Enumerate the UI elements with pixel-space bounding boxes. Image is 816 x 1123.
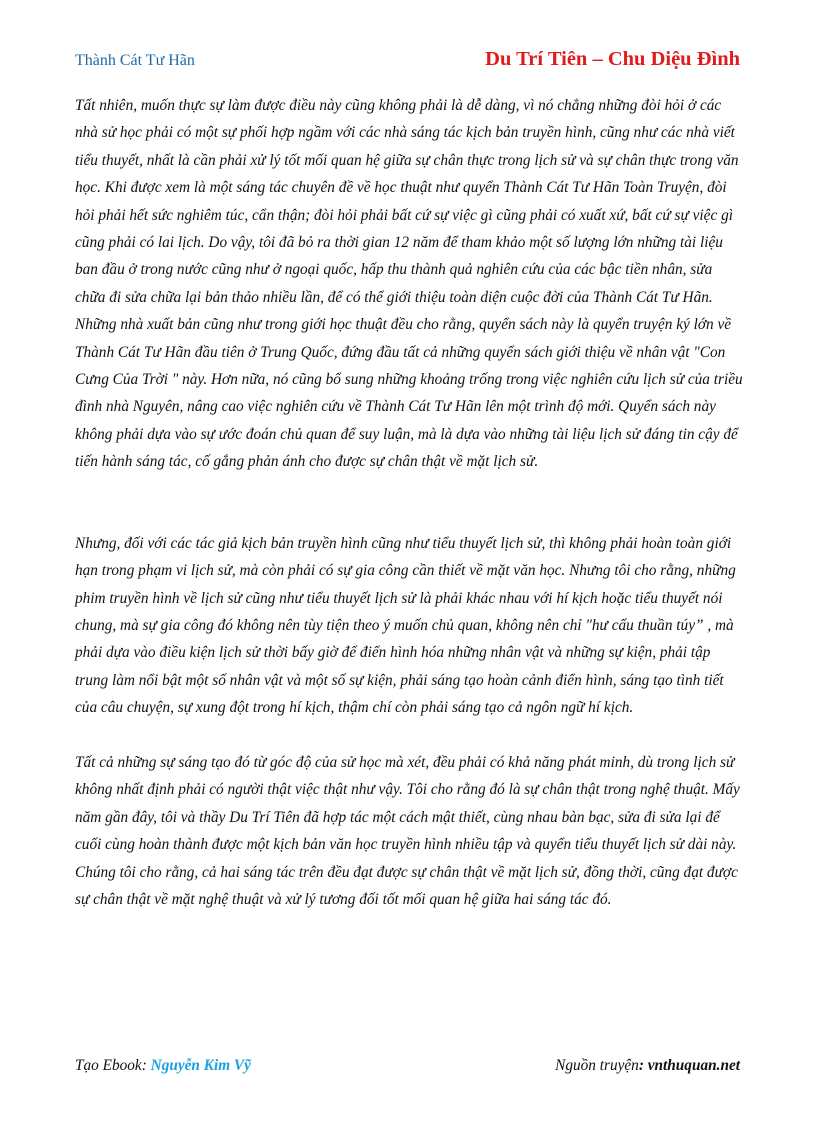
source-separator: : bbox=[638, 1057, 648, 1074]
ebook-credit bbox=[75, 1057, 251, 1075]
book-title: Thành Cát Tư Hãn bbox=[75, 52, 195, 69]
authors-title: Du Trí Tiên – Chu Diệu Đình bbox=[485, 48, 740, 70]
paragraph: Nhưng, đối với các tác giả kịch bản truyền hình cũng như tiểu thuyết lịch sử, thì không phải hoàn toàn giới hạn trong phạm vi lịch sử, mà còn phải có sự gia công cần thiết về mặt văn học. Nhưng tôi cho rằng, những phim truyền hình về lịch sử cũng như tiểu thuyết lịch sử là phải khác nhau với hí kịch hoặc tiểu thuyết nói chung, mà sự gia công đó không nên tùy tiện theo ý muốn chủ quan, không nên chỉ "hư cấu thuần túy” , mà phải dựa vào điều kiện lịch sử thời bấy giờ để điển hình hóa những nhân vật và những sự kiện, phải tập trung làm nổi bật một số nhân vật và một số sự kiện, phải sáng tạo hoàn cảnh điển hình, sáng tạo tình tiết của câu chuyện, sự xung đột trong hí kịch, thậm chí còn phải sáng tạo cả ngôn ngữ hí kịch. bbox=[75, 534, 736, 717]
paragraph: Tất cả những sự sáng tạo đó từ góc độ của sử học mà xét, đều phải có khả năng phát minh, dù trong lịch sử không nhất định phải có người thật việc thật như vậy. Tôi cho rằng đó là sự chân thật trong nghệ thuật. Mấy năm gần đây, tôi và thầy Du Trí Tiên đã hợp tác một cách mật thiết, cùng nhau bàn bạc, sửa đi sửa lại để cuối cùng hoàn thành được một kịch bản văn học truyền hình nhiều tập và quyển tiểu thuyết lịch sử dài này. Chúng tôi cho rằng, cả hai sáng tác trên đều đạt được sự chân thật về mặt lịch sử, đồng thời, cũng đạt được sự chân thật về mặt nghệ thuật và xử lý tương đối tốt mối quan hệ giữa hai sáng tác đó. bbox=[75, 753, 740, 908]
body-text bbox=[75, 92, 743, 913]
source-credit bbox=[555, 1057, 740, 1075]
ebook-creator: Nguyễn Kim Vỹ bbox=[150, 1057, 251, 1074]
paragraph: Tất nhiên, muốn thực sự làm được điều này cũng không phải là dễ dàng, vì nó chẳng những đòi hỏi ở các nhà sử học phải có một sự phối hợp ngầm với các nhà sáng tác kịch bản truyền hình, cũng như các nhà viết tiểu thuyết, nhất là cần phải xử lý tốt mối quan hệ giữa sự chân thực trong lịch sử và sự chân thực trong văn học. Khi được xem là một sáng tác chuyên đề về học thuật như quyển Thành Cát Tư Hãn Toàn Truyện, đòi hỏi phải hết sức nghiêm túc, cẩn thận; đòi hỏi phải bất cứ sự việc gì cũng phải có xuất xứ, bất cứ sự việc gì cũng phải có lai lịch. Do vậy, tôi đã bỏ ra thời gian 12 năm để tham khảo một số lượng lớn những tài liệu ban đầu ở trong nước cũng như ở ngoại quốc, hấp thu thành quả nghiên cứu của các bậc tiền nhân, sửa chữa đi sửa chữa lại bản thảo nhiều lần, để có thể giới thiệu toàn diện cuộc đời của Thành Cát Tư Hãn. Những nhà xuất bản cũng như trong giới học thuật đều cho rằng, quyển sách này là quyển truyện ký lớn về Thành Cát Tư Hãn đầu tiên ở Trung Quốc, đứng đầu tất cả những quyển sách giới thiệu về nhân vật "Con Cưng Của Trời " này. Hơn nữa, nó cũng bổ sung những khoảng trống trong việc nghiên cứu lịch sử của triều đình nhà Nguyên, nâng cao việc nghiên cứu về Thành Cát Tư Hãn lên một trình độ mới. Quyển sách này không phải dựa vào sự ước đoán chủ quan để suy luận, mà là dựa vào những tài liệu lịch sử đáng tin cậy để tiến hành sáng tác, cố gắng phản ánh cho được sự chân thật về mặt lịch sử. bbox=[75, 97, 743, 471]
source-site: vnthuquan.net bbox=[647, 1057, 740, 1074]
ebook-label: Tạo Ebook bbox=[75, 1057, 142, 1074]
source-label: Nguồn truyện bbox=[555, 1057, 639, 1074]
ebook-separator: : bbox=[141, 1057, 151, 1074]
